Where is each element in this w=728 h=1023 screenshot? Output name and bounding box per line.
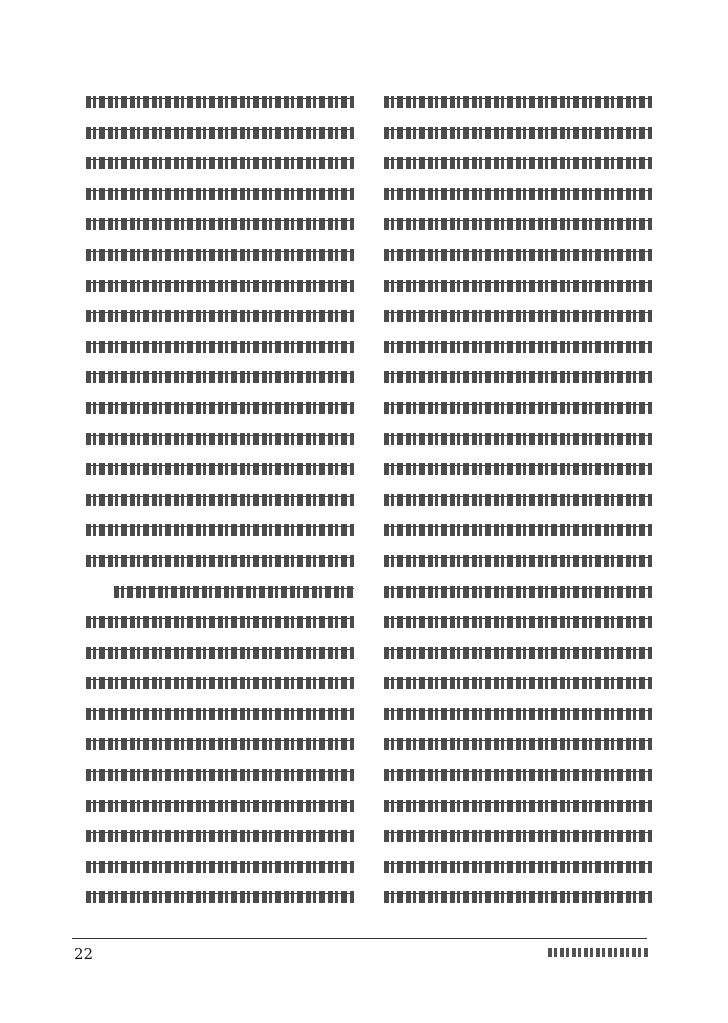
text-line — [384, 610, 652, 641]
text-line — [384, 885, 652, 916]
text-line — [86, 243, 354, 274]
left-text-column — [86, 90, 354, 916]
text-line — [384, 151, 652, 182]
text-line — [86, 151, 354, 182]
text-line — [384, 396, 652, 427]
text-line — [86, 763, 354, 794]
footer-rule — [72, 938, 647, 939]
text-line — [384, 365, 652, 396]
running-title — [548, 946, 648, 958]
text-line — [86, 580, 354, 611]
text-line — [384, 855, 652, 886]
text-line — [86, 641, 354, 672]
text-line — [86, 488, 354, 519]
text-line — [86, 671, 354, 702]
text-line — [384, 457, 652, 488]
text-line — [384, 763, 652, 794]
text-line — [384, 794, 652, 825]
right-text-column — [384, 90, 652, 916]
text-line — [86, 90, 354, 121]
text-line — [86, 794, 354, 825]
text-line — [86, 549, 354, 580]
text-line — [86, 457, 354, 488]
text-line — [86, 702, 354, 733]
text-line — [86, 824, 354, 855]
text-line — [384, 121, 652, 152]
text-line — [384, 641, 652, 672]
text-line — [384, 580, 652, 611]
text-line — [384, 212, 652, 243]
text-line — [384, 702, 652, 733]
text-line — [86, 396, 354, 427]
text-line — [86, 304, 354, 335]
text-line — [86, 610, 354, 641]
text-line — [384, 182, 652, 213]
text-line — [86, 518, 354, 549]
text-line — [384, 824, 652, 855]
text-line — [384, 304, 652, 335]
text-line — [86, 182, 354, 213]
text-line — [384, 90, 652, 121]
page-number: 22 — [74, 945, 94, 963]
text-line — [86, 365, 354, 396]
text-line — [384, 671, 652, 702]
text-line — [384, 335, 652, 366]
text-line — [86, 335, 354, 366]
text-line — [86, 855, 354, 886]
text-line — [384, 427, 652, 458]
text-line — [86, 427, 354, 458]
text-line — [86, 885, 354, 916]
text-line — [384, 518, 652, 549]
text-line — [86, 274, 354, 305]
text-line — [384, 488, 652, 519]
text-line — [86, 732, 354, 763]
text-line — [384, 732, 652, 763]
running-title-text — [548, 948, 648, 957]
text-line — [86, 212, 354, 243]
text-line — [384, 243, 652, 274]
text-line — [384, 549, 652, 580]
text-line — [384, 274, 652, 305]
text-line — [86, 121, 354, 152]
